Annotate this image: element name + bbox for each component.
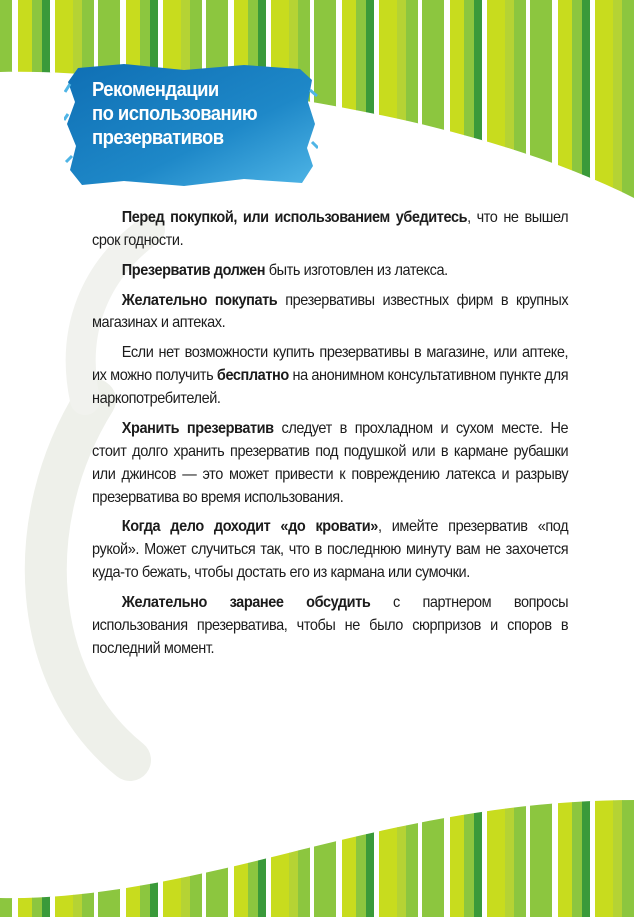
paragraph-text: , имейте презерватив «под рукой». Может случиться так, что в последнюю минуту вам не захочется куда-то бежать, чтобы достать его из кармана или сумочки.: [92, 518, 569, 582]
stripe: [336, 760, 343, 917]
stripe: [55, 760, 74, 917]
stripe: [450, 760, 465, 917]
stripe: [572, 0, 583, 200]
stripe: [298, 760, 311, 917]
page-title: [92, 78, 290, 150]
stripe: [202, 760, 207, 917]
stripe: [558, 760, 573, 917]
paragraph-bold: Желательно покупать: [121, 291, 278, 309]
stripe: [482, 760, 488, 917]
stripe: [572, 760, 583, 917]
body-text: [92, 207, 568, 668]
stripe: [526, 0, 531, 200]
stripe: [356, 0, 367, 200]
stripe: [379, 760, 398, 917]
stripe: [450, 0, 465, 200]
stripe: [474, 760, 483, 917]
stripe: [342, 0, 357, 200]
stripe: [126, 760, 141, 917]
stripe: [50, 760, 56, 917]
stripe: [258, 760, 267, 917]
title-line-1: Рекомендации: [92, 78, 219, 101]
stripe: [289, 760, 299, 917]
paragraph-text: Если нет возможности купить презервативы в магазине, или аптеке, их можно получить: [92, 344, 569, 385]
stripe: [234, 760, 249, 917]
paragraph-expiry: [92, 207, 568, 253]
decorative-stripes-bottom: [0, 760, 638, 917]
stripe: [613, 0, 623, 200]
stripe: [228, 760, 235, 917]
stripe: [356, 760, 367, 917]
stripe: [406, 760, 419, 917]
stripe: [206, 760, 229, 917]
stripe: [487, 760, 506, 917]
title-line-2: по использованию: [92, 102, 258, 125]
paragraph-text: с партнером вопросы использования презерватива, чтобы не было сюрпризов и споров в последний момент.: [92, 593, 569, 657]
stripe: [422, 760, 445, 917]
stripe: [622, 0, 635, 200]
stripe: [42, 0, 51, 200]
stripe: [342, 760, 357, 917]
stripe: [314, 760, 337, 917]
stripe: [622, 760, 635, 917]
paragraph-bold: Хранить презерватив: [121, 419, 274, 437]
stripe: [94, 760, 99, 917]
stripe: [32, 0, 43, 200]
stripe: [120, 760, 127, 917]
paragraph-storage: [92, 418, 568, 510]
stripe: [505, 0, 515, 200]
stripe: [552, 760, 559, 917]
stripe: [474, 0, 483, 200]
paragraph-at-hand: [92, 516, 568, 585]
stripe: [73, 760, 83, 917]
stripe: [558, 0, 573, 200]
stripe: [374, 760, 380, 917]
stripe: [0, 0, 13, 200]
title-line-3: презервативов: [92, 126, 224, 149]
paragraph-text: быть изготовлен из латекса.: [265, 261, 448, 279]
stripe: [482, 0, 488, 200]
stripe: [514, 760, 527, 917]
stripe: [595, 0, 614, 200]
stripe: [158, 760, 164, 917]
paragraph-text: на анонимном консультативном пункте для наркопотребителей.: [92, 367, 569, 408]
paragraph-text: следует в прохладном и сухом месте. Не стоит долго хранить презерватив под подушкой или в кармане рубашки или джинсов — это может привести к повреждению латекса и разрыву презерватива во время использования.: [92, 419, 569, 506]
stripe: [418, 0, 423, 200]
paragraph-discuss: [92, 592, 568, 661]
stripe: [271, 760, 290, 917]
stripe: [266, 760, 272, 917]
stripe: [42, 760, 51, 917]
paragraph-bold: Перед покупкой, или использованием убедитесь: [121, 209, 468, 226]
stripe: [487, 0, 506, 200]
stripe: [590, 760, 596, 917]
stripe: [150, 760, 159, 917]
stripe: [32, 760, 43, 917]
stripe: [379, 0, 398, 200]
stripe: [406, 0, 419, 200]
stripe: [590, 0, 596, 200]
stripe: [397, 0, 407, 200]
stripe: [444, 760, 451, 917]
stripe: [613, 760, 623, 917]
paragraph-text: презервативы известных фирм в крупных магазинах и аптеках.: [92, 291, 569, 332]
paragraph-buy: [92, 290, 568, 336]
stripe: [366, 760, 375, 917]
stripe: [514, 0, 527, 200]
stripe: [634, 0, 638, 200]
stripe: [190, 760, 203, 917]
stripe: [595, 760, 614, 917]
stripe: [526, 760, 531, 917]
stripe: [50, 0, 56, 200]
stripe: [374, 0, 380, 200]
stripe: [552, 0, 559, 200]
stripe: [12, 760, 19, 917]
paragraph-bold: Презерватив должен: [121, 261, 266, 279]
stripe: [98, 760, 121, 917]
stripe: [397, 760, 407, 917]
stripe: [12, 0, 19, 200]
stripe: [18, 0, 33, 200]
stripe: [163, 760, 182, 917]
stripe: [464, 760, 475, 917]
stripe: [505, 760, 515, 917]
stripe: [530, 760, 553, 917]
stripe: [582, 760, 591, 917]
stripe: [366, 0, 375, 200]
stripe: [336, 0, 343, 200]
stripe: [140, 760, 151, 917]
stripe: [82, 760, 95, 917]
stripe: [18, 760, 33, 917]
paragraph-free: [92, 342, 568, 411]
stripe: [422, 0, 445, 200]
stripe: [248, 760, 259, 917]
paragraph-bold: Когда дело доходит «до кровати»: [121, 518, 378, 536]
stripe: [418, 760, 423, 917]
stripe: [634, 760, 638, 917]
stripe: [310, 760, 315, 917]
stripe: [181, 760, 191, 917]
paragraph-latex: [92, 260, 568, 283]
paragraph-bold: бесплатно: [216, 367, 289, 385]
stripe: [0, 760, 13, 917]
stripe: [530, 0, 553, 200]
stripe: [444, 0, 451, 200]
paragraph-bold: Желательно заранее обсудить: [121, 593, 371, 611]
stripe: [464, 0, 475, 200]
stripe: [582, 0, 591, 200]
paragraph-text: , что не вышел срок годности.: [92, 209, 569, 249]
